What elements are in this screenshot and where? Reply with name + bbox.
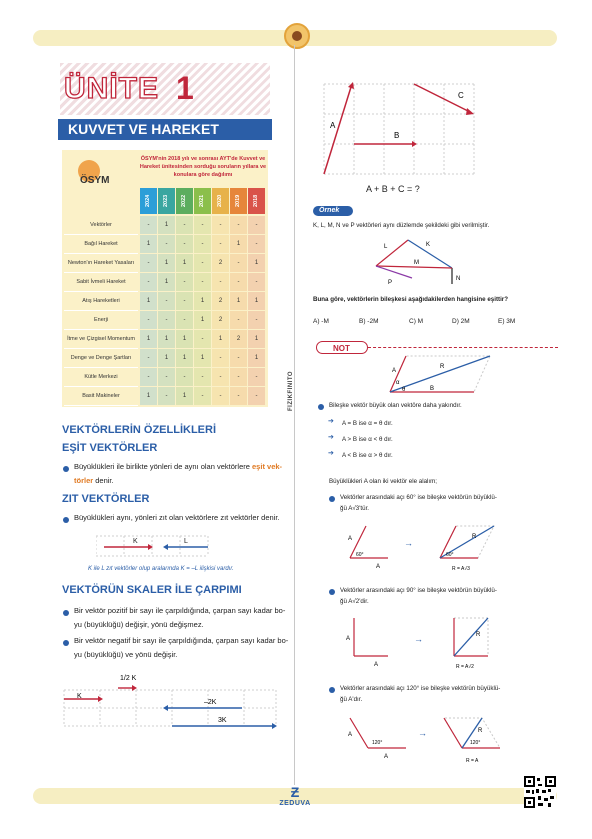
fig-label-n: N bbox=[456, 276, 461, 282]
example-text: K, L, M, N ve P vektörleri aynı düzlemde şekildeki gibi verilmiştir. bbox=[313, 222, 490, 229]
vector-label: R bbox=[478, 728, 483, 734]
table-cell: - bbox=[230, 387, 247, 405]
note-divider bbox=[368, 347, 558, 348]
question-text: Buna göre, vektörlerin bileşkesi aşağıdakilerden hangisine eşittir? bbox=[313, 296, 508, 303]
table-cell: - bbox=[158, 292, 175, 310]
fig-label-k: K bbox=[426, 242, 431, 248]
answer-option[interactable]: A) -M bbox=[313, 318, 329, 325]
table-cell: - bbox=[230, 216, 247, 234]
table-cell: - bbox=[194, 235, 211, 253]
label-half-k: 1/2 K bbox=[120, 675, 137, 682]
table-cell: 2 bbox=[230, 330, 247, 348]
table-cell: 1 bbox=[140, 330, 157, 348]
table-cell: - bbox=[176, 311, 193, 329]
arrow-right-icon: ➔ bbox=[328, 418, 334, 425]
text-part: yu (büyüklüğü) değişir, yönü değişmez. bbox=[74, 620, 204, 629]
table-row-label: Vektörler bbox=[64, 216, 138, 235]
label-3k: 3K bbox=[218, 717, 227, 724]
vector-label: A bbox=[376, 564, 381, 570]
table-cell: 1 bbox=[158, 216, 175, 234]
table-cell: - bbox=[248, 235, 265, 253]
table-cell: 1 bbox=[140, 387, 157, 405]
table-cell: 1 bbox=[248, 330, 265, 348]
table-cell: - bbox=[230, 254, 247, 272]
table-cell: 1 bbox=[140, 292, 157, 310]
case-60-figure bbox=[344, 518, 544, 574]
case-60-text bbox=[340, 492, 550, 514]
note-case: A > B ise α < θ dır. bbox=[342, 436, 393, 443]
table-cell: 1 bbox=[158, 349, 175, 367]
text-part: Büyüklükleri ile birlikte yönleri de aynı olan vektörlere bbox=[74, 462, 253, 471]
osym-heading: ÖSYM'nin 2018 yılı ve sonrası AYT'de Kuvvet ve Hareket ünitesinden sorduğu soruların yıllara ve konulara göre dağılımı bbox=[139, 156, 267, 178]
table-cell: - bbox=[248, 368, 265, 386]
bullet-icon bbox=[329, 687, 335, 693]
year-header: 2019 bbox=[230, 188, 247, 214]
text-part: Vektörler arasındaki açı 60° ise bileşke vektörün büyüklü- bbox=[340, 494, 497, 501]
table-row-label: Newton'ın Hareket Yasaları bbox=[64, 254, 138, 273]
note-label-b: B bbox=[430, 386, 435, 392]
equal-vectors-text bbox=[74, 460, 284, 488]
table-cell: - bbox=[158, 235, 175, 253]
text-part: yu (büyüklüğü) ve yönü değişir. bbox=[74, 650, 178, 659]
vector-grid-figure bbox=[320, 80, 480, 180]
vector-label: A bbox=[384, 754, 389, 760]
highlight-text: eşit vek- bbox=[252, 462, 283, 471]
grid-label-a: A bbox=[330, 121, 336, 130]
result-label: R = A bbox=[466, 758, 479, 764]
arrow-icon: → bbox=[418, 728, 427, 738]
table-cell: - bbox=[176, 235, 193, 253]
case-120-figure bbox=[344, 708, 544, 766]
text-part: ğü A'dır. bbox=[340, 696, 363, 703]
vector-label: A bbox=[374, 662, 379, 668]
table-cell: 1 bbox=[248, 292, 265, 310]
table-cell: 2 bbox=[212, 292, 229, 310]
table-cell: 1 bbox=[194, 311, 211, 329]
table-cell: 1 bbox=[176, 349, 193, 367]
table-cell: 1 bbox=[158, 254, 175, 272]
table-cell: - bbox=[248, 311, 265, 329]
table-row-label: Denge ve Denge Şartları bbox=[64, 349, 138, 368]
table-cell: - bbox=[194, 387, 211, 405]
example-figure bbox=[370, 234, 470, 290]
label-k: K bbox=[77, 693, 82, 700]
table-cell: - bbox=[158, 311, 175, 329]
table-row-label: Enerji bbox=[64, 311, 138, 330]
table-cell: - bbox=[212, 349, 229, 367]
table-cell: - bbox=[176, 273, 193, 291]
subsection-opposite-vectors: ZIT VEKTÖRLER bbox=[62, 493, 150, 505]
grid-label-b: B bbox=[394, 131, 400, 140]
table-cell: 1 bbox=[230, 235, 247, 253]
table-cell: 1 bbox=[248, 349, 265, 367]
fig-label-m: M bbox=[414, 260, 419, 266]
table-cell: - bbox=[140, 349, 157, 367]
table-cell: - bbox=[158, 387, 175, 405]
avatar-logo bbox=[284, 23, 310, 49]
note-case: A < B ise α > θ dır. bbox=[342, 452, 393, 459]
section-title: VEKTÖRLERİN ÖZELLİKLERİ bbox=[62, 424, 216, 436]
table-cell: 1 bbox=[248, 254, 265, 272]
highlight-text: törler bbox=[74, 476, 94, 485]
table-cell: - bbox=[230, 311, 247, 329]
note-label-theta: θ bbox=[402, 387, 406, 393]
table-cell: - bbox=[194, 273, 211, 291]
table-cell: - bbox=[212, 387, 229, 405]
table-cell: 2 bbox=[212, 311, 229, 329]
table-cell: - bbox=[140, 254, 157, 272]
unit-subtitle: KUVVET VE HAREKET bbox=[58, 119, 272, 140]
angle-label: 60° bbox=[356, 552, 364, 558]
vertical-label: FİZİKFİNİTO bbox=[288, 370, 294, 412]
bullet-icon bbox=[63, 610, 69, 616]
table-cell: - bbox=[158, 368, 175, 386]
case-90-figure bbox=[344, 610, 544, 672]
label-minus-2k: –2K bbox=[204, 699, 217, 706]
table-cell: - bbox=[230, 349, 247, 367]
subsection-equal-vectors: EŞİT VEKTÖRLER bbox=[62, 442, 158, 454]
opposite-vectors-caption: K ile L zıt vektörler olup aralarında K = –L ilişkisi vardır. bbox=[88, 566, 234, 572]
table-cell: - bbox=[194, 216, 211, 234]
grid-label-c: C bbox=[458, 91, 464, 100]
table-cell: - bbox=[194, 368, 211, 386]
table-cell: - bbox=[212, 216, 229, 234]
table-cell: - bbox=[230, 273, 247, 291]
answer-option[interactable]: D) 2M bbox=[452, 318, 470, 325]
table-cell: - bbox=[140, 273, 157, 291]
case-120-text bbox=[340, 683, 550, 705]
result-label: R = A√2 bbox=[456, 664, 474, 670]
note-label-alpha: α bbox=[396, 380, 400, 386]
year-header: 2021 bbox=[194, 188, 211, 214]
angle-label: 120° bbox=[470, 740, 481, 746]
table-cell: - bbox=[212, 235, 229, 253]
bullet-icon bbox=[63, 640, 69, 646]
example-badge: Örnek bbox=[313, 206, 353, 216]
table-cell: - bbox=[176, 292, 193, 310]
table-cell: - bbox=[230, 368, 247, 386]
sum-expression: A + B + C = ? bbox=[366, 184, 420, 194]
bullet-icon bbox=[318, 404, 324, 410]
opposite-vectors-figure bbox=[96, 534, 256, 560]
vector-label: R bbox=[472, 534, 477, 540]
table-cell: - bbox=[194, 330, 211, 348]
table-cell: - bbox=[212, 273, 229, 291]
text-part: Bir vektör pozitif bir sayı ile çarpıldığında, çarpan sayı kadar bo- bbox=[74, 606, 286, 615]
table-cell: 1 bbox=[158, 330, 175, 348]
table-row-label: Atış Hareketleri bbox=[64, 292, 138, 311]
answer-option[interactable]: B) -2M bbox=[359, 318, 379, 325]
arrow-right-icon: ➔ bbox=[328, 434, 334, 441]
note-badge: NOT bbox=[316, 341, 368, 354]
equal-magnitude-intro: Büyüklükleri A olan iki vektör ele alalım; bbox=[329, 478, 437, 485]
table-cell: 1 bbox=[212, 330, 229, 348]
vector-label: R bbox=[476, 632, 481, 638]
year-header: 2022 bbox=[176, 188, 193, 214]
bullet-icon bbox=[63, 466, 69, 472]
note-figure bbox=[386, 352, 496, 396]
vector-label: A bbox=[348, 732, 353, 738]
text-part: ğü A√2'dir. bbox=[340, 598, 369, 605]
osym-brand: ÖSYM bbox=[80, 175, 110, 186]
note-label-r: R bbox=[440, 364, 445, 370]
table-cell: 1 bbox=[158, 273, 175, 291]
table-cell: - bbox=[140, 311, 157, 329]
table-cell: - bbox=[212, 368, 229, 386]
text-part: ğü A√3'tür. bbox=[340, 505, 370, 512]
fig-label-p: P bbox=[388, 280, 393, 286]
table-cell: 1 bbox=[140, 235, 157, 253]
note-line: Bileşke vektör büyük olan vektöre daha yakındır. bbox=[329, 402, 462, 409]
brand-logo bbox=[275, 784, 315, 807]
scalar-text-2 bbox=[74, 634, 289, 662]
table-row-label: İtme ve Çizgisel Momentum bbox=[64, 330, 138, 349]
answer-option[interactable]: C) M bbox=[409, 318, 424, 325]
table-cell: - bbox=[248, 387, 265, 405]
text-part: Vektörler arasındaki açı 90° ise bileşke vektörün büyüklü- bbox=[340, 587, 497, 594]
table-cell: - bbox=[176, 368, 193, 386]
table-row-label: Sabit İvmeli Hareket bbox=[64, 273, 138, 292]
text-part: Bir vektör negatif bir sayı ile çarpıldığında, çarpan sayı kadar bo- bbox=[74, 636, 289, 645]
year-header: 2023 bbox=[158, 188, 175, 214]
table-cell: 1 bbox=[176, 254, 193, 272]
angle-label: 120° bbox=[372, 740, 383, 746]
brand-logo-icon: Ƶ bbox=[290, 784, 300, 800]
table-cell: - bbox=[140, 368, 157, 386]
table-cell: - bbox=[248, 273, 265, 291]
table-cell: 1 bbox=[230, 292, 247, 310]
scalar-text-1 bbox=[74, 604, 289, 632]
arrow-icon: → bbox=[404, 538, 413, 548]
answer-option[interactable]: E) 3M bbox=[498, 318, 516, 325]
unit-number: 1 bbox=[176, 70, 194, 106]
text-part: denir. bbox=[93, 476, 114, 485]
bullet-icon bbox=[329, 496, 335, 502]
table-row-label: Basit Makineler bbox=[64, 387, 138, 406]
text-part: Vektörler arasındaki açı 120° ise bileşke vektörün büyüklü- bbox=[340, 685, 501, 692]
fig-label-l: L bbox=[384, 244, 388, 250]
bullet-icon bbox=[329, 589, 335, 595]
angle-label: 60° bbox=[446, 552, 454, 558]
table-cell: - bbox=[248, 216, 265, 234]
year-header: 2024 bbox=[140, 188, 157, 214]
scalar-mult-figure bbox=[60, 668, 285, 740]
table-cell: 2 bbox=[212, 254, 229, 272]
unit-title: ÜNİTE bbox=[64, 72, 159, 105]
bullet-icon bbox=[63, 517, 69, 523]
vector-k-label: K bbox=[133, 538, 138, 545]
table-row-label: Kütle Merkezi bbox=[64, 368, 138, 387]
table-cell: 1 bbox=[176, 330, 193, 348]
qr-code-icon[interactable] bbox=[524, 776, 556, 808]
vector-l-label: L bbox=[184, 538, 188, 545]
table-cell: 1 bbox=[194, 292, 211, 310]
arrow-right-icon: ➔ bbox=[328, 450, 334, 457]
arrow-icon: → bbox=[414, 634, 423, 644]
table-cell: - bbox=[176, 216, 193, 234]
year-header: 2018 bbox=[248, 188, 265, 214]
table-row-label: Bağıl Hareket bbox=[64, 235, 138, 254]
case-90-text bbox=[340, 585, 550, 607]
table-cell: - bbox=[194, 254, 211, 272]
vector-label: A bbox=[346, 636, 351, 642]
brand-name: ZEDUVA bbox=[279, 800, 311, 807]
vector-label: A bbox=[348, 536, 353, 542]
subsection-scalar-mult: VEKTÖRÜN SKALER İLE ÇARPIMI bbox=[62, 584, 242, 596]
result-label: R = A√3 bbox=[452, 566, 470, 572]
table-cell: - bbox=[140, 216, 157, 234]
note-case: A = B ise α = θ dır. bbox=[342, 420, 393, 427]
table-cell: 1 bbox=[176, 387, 193, 405]
year-header: 2020 bbox=[212, 188, 229, 214]
opposite-vectors-text: Büyüklükleri aynı, yönleri zıt olan vektörlere zıt vektörler denir. bbox=[74, 513, 280, 522]
note-label-a: A bbox=[392, 368, 397, 374]
table-cell: 1 bbox=[194, 349, 211, 367]
